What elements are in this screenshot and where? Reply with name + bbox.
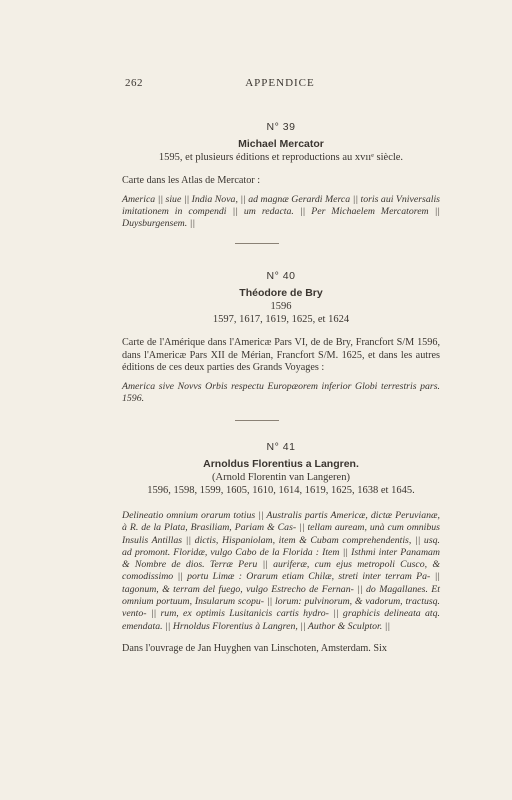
entry-number: N° 40 [266, 270, 296, 282]
entry-paragraph: Carte dans les Atlas de Mercator : [122, 175, 261, 186]
divider [235, 243, 279, 244]
entry-paragraph: Carte de l'Amérique dans l'Americæ Pars VI, de de Bry, Francfort S/M 1596, dans l'Americæ Pars XII de Mérian, Francfort S/M. 1625, et dans les autres éditions de ces deux parties des Grands Voyages : [122, 337, 440, 373]
entry-name: Arnoldus Florentius a Langren. [203, 458, 359, 470]
entry-name: Théodore de Bry [239, 287, 323, 299]
entry-subtitle: (Arnold Florentin van Langeren) [212, 472, 350, 483]
entry-number: N° 39 [266, 121, 296, 133]
entry-dates: 1596, 1598, 1599, 1605, 1610, 1614, 1619, 1625, 1638 et 1645. [147, 485, 415, 496]
entry-map-title: America || siue || India Nova, || ad magnæ Gerardi Merca || toris aui Vniversalis imitationem in compendi || um redacta. || Per Michaelem Mercatorem || Duysburgensem. || [122, 193, 440, 230]
entry-dates: 1595, et plusieurs éditions et reproductions au xvııᵉ siècle. [158, 152, 404, 163]
entry-name: Michael Mercator [238, 138, 324, 150]
entry-dates: 1597, 1617, 1619, 1625, et 1624 [212, 314, 350, 325]
entry-41 [122, 441, 440, 655]
entry-map-title: America sive Novvs Orbis respectu Europæorem inferior Globi terrestris pars. 1596. [122, 380, 440, 404]
entry-paragraph: Dans l'ouvrage de Jan Huyghen van Linschoten, Amsterdam. Six [122, 642, 387, 654]
page-number: 262 [125, 77, 143, 89]
entry-40 [122, 270, 440, 405]
entry-39 [122, 121, 440, 230]
entry-dates: 1596 [270, 301, 292, 312]
entry-number: N° 41 [266, 441, 296, 453]
running-title: APPENDICE [245, 77, 315, 89]
entry-map-title: Delineatio omnium orarum totius || Australis partis Americæ, dictæ Peruvianæ, à R. de la Plata, Brasiliam, Pariam & Cas- || tellam auream, unà cum omnibus Insulis Antillas || dictis, Hispaniolam, item & Cubam comprehendentis, || usq. ad promont. Floridæ, vulgo Cabo de la Florida : Item || Isthmi inter Panamam & Nombre de dios. Terræ Peru || auriferæ, cum ejus metropoli Cusco, & comodissimo || portu Limæ : Orarum etiam Chilæ, streti inter terram Pa- || tagonum, & terram del fuego, vulgo Estrecho de Fernan- || do Magallanes. Et omnium portuum, Insularum scopu- || lorum: pulvinorum, & vadorum, tractusq. vento- || rum, ex optimis Lusitanicis cartis hydro- || graphicis delineata atq. emendata. || Hrnoldus Florentius à Langren, || Author & Sculptor. || [122, 510, 440, 632]
divider [235, 420, 279, 421]
